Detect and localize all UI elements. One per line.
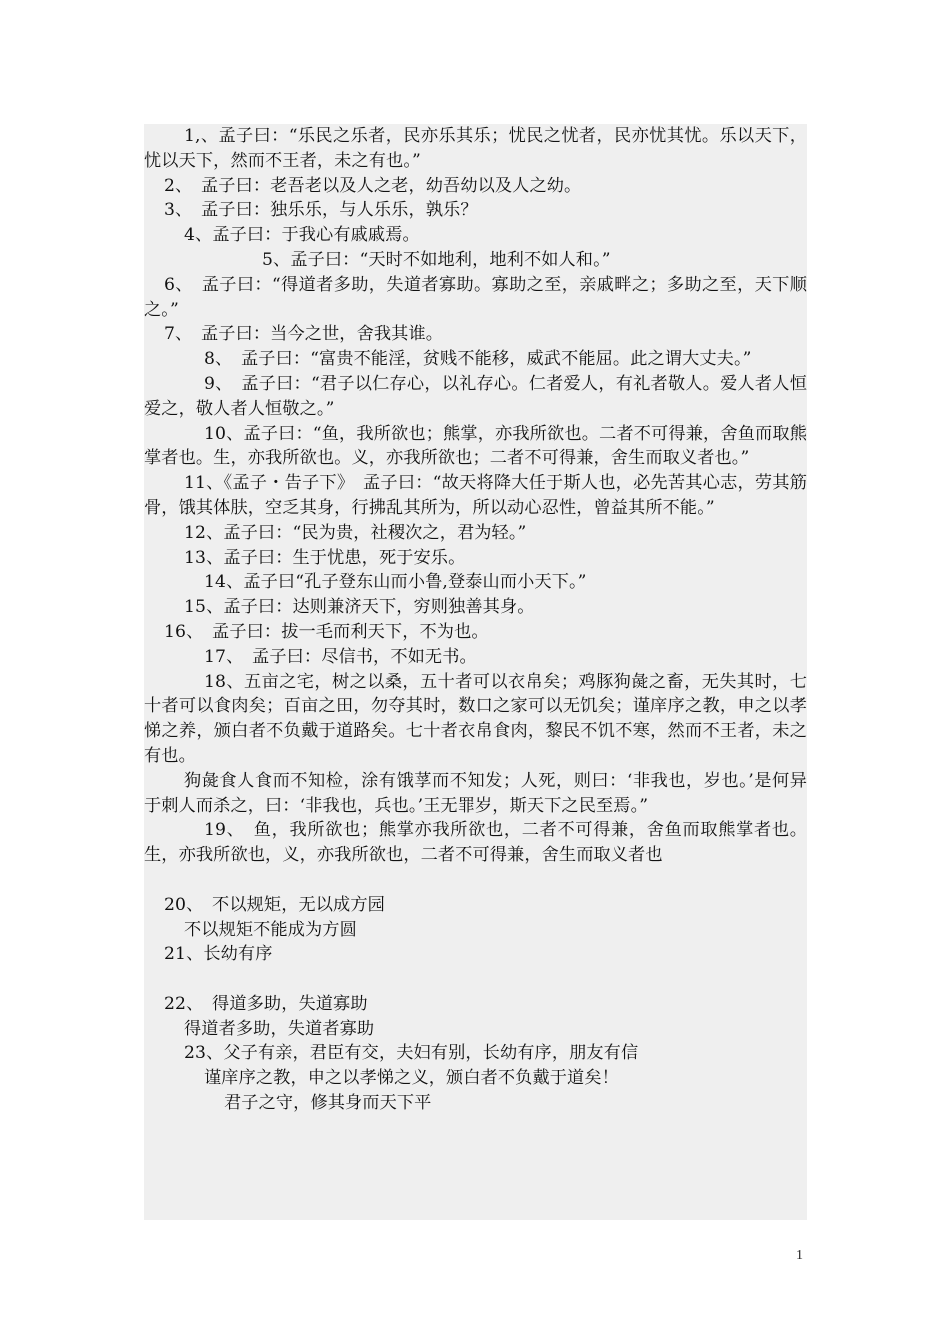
entry-23-note-2: 君子之守，修其身而天下平 [224, 1093, 432, 1114]
blank-line [144, 967, 807, 992]
entry-7: 7、 孟子曰：当今之世，舍我其谁。 [164, 324, 444, 345]
entry-10: 10、孟子曰：“鱼，我所欲也；熊掌，亦我所欲也。二者不可得兼，舍鱼而取熊掌者也。生，亦我所欲也。义，亦我所欲也；二者不可得兼，舍生而取义者也。” [144, 423, 807, 469]
entry-13: 13、孟子曰：生于忧患，死于安乐。 [184, 547, 466, 568]
entry-3: 3、 孟子曰：独乐乐，与人乐乐，孰乐？ [164, 200, 478, 221]
entry-22: 22、 得道多助，失道寡助 [164, 993, 368, 1014]
entry-18: 18、五亩之宅，树之以桑，五十者可以衣帛矣；鸡豚狗彘之畜，无失其时，七十者可以食肉矣；百亩之田，勿夺其时，数口之家可以无饥矣；谨庠序之教，申之以孝悌之养，颁白者不负戴于道路矣。七十者衣帛食肉，黎民不饥不寒，然而不王者，未之有也。 [144, 671, 807, 766]
entry-9: 9、 孟子曰：“君子以仁存心，以礼存心。仁者爱人，有礼者敬人。爱人者人恒爱之，敬人者人恒敬之。” [144, 373, 807, 419]
entry-21: 21、长幼有序 [164, 944, 273, 965]
entry-12: 12、孟子曰：“民为贵，社稷次之，君为轻。” [184, 522, 527, 543]
entry-8: 8、 孟子曰：“富贵不能淫，贫贱不能移，威武不能屈。此之谓大丈夫。” [204, 349, 752, 370]
entry-16: 16、 孟子曰：拔一毛而利天下，不为也。 [164, 621, 489, 642]
entry-22-note: 得道者多助，失道者寡助 [184, 1018, 375, 1039]
document-body [144, 124, 807, 1116]
entry-11: 11、《孟子・告子下》 孟子曰：“故天将降大任于斯人也，必先苦其心志，劳其筋骨，饿其体肤，空乏其身，行拂乱其所为，所以动心忍性，曾益其所不能。” [144, 473, 807, 518]
entry-2: 2、 孟子曰：老吾老以及人之老，幼吾幼以及人之幼。 [164, 175, 582, 196]
entry-14: 14、孟子曰“孔子登东山而小鲁,登泰山而小天下。” [204, 572, 587, 593]
entry-1: 1,、孟子曰：“乐民之乐者，民亦乐其乐；忧民之忧者，民亦忧其忧。乐以天下，忧以天下，然而不王者，未之有也。” [144, 126, 807, 171]
entry-5: 5、孟子曰：“天时不如地利，地利不如人和。” [262, 249, 611, 270]
page-number: 1 [796, 1248, 803, 1263]
entry-6: 6、 孟子曰：“得道者多助，失道者寡助。寡助之至，亲戚畔之；多助之至，天下顺之。” [144, 274, 807, 320]
entry-20: 20、 不以规矩，无以成方园 [164, 894, 385, 915]
entry-17: 17、 孟子曰：尽信书，不如无书。 [204, 646, 477, 667]
blank-line [144, 868, 807, 893]
entry-23-note-1: 谨庠序之教，申之以孝悌之义，颁白者不负戴于道矣！ [204, 1068, 619, 1089]
entry-4: 4、孟子曰：于我心有戚戚焉。 [184, 225, 420, 246]
entry-23: 23、父子有亲，君臣有交，夫妇有别，长幼有序，朋友有信 [184, 1043, 639, 1064]
entry-19: 19、 鱼，我所欲也；熊掌亦我所欲也，二者不可得兼，舍鱼而取熊掌者也。生，亦我所欲也，义，亦我所欲也，二者不可得兼，舍生而取义者也 [144, 820, 807, 866]
entry-15: 15、孟子曰：达则兼济天下，穷则独善其身。 [184, 597, 535, 618]
entry-18-continuation: 狗彘食人食而不知检，涂有饿莩而不知发；人死，则曰：‘非我也，岁也。’是何异于刺人而杀之，曰：‘非我也，兵也。’王无罪岁，斯天下之民至焉。” [144, 770, 807, 816]
entry-20-note: 不以规矩不能成为方圆 [184, 919, 357, 940]
